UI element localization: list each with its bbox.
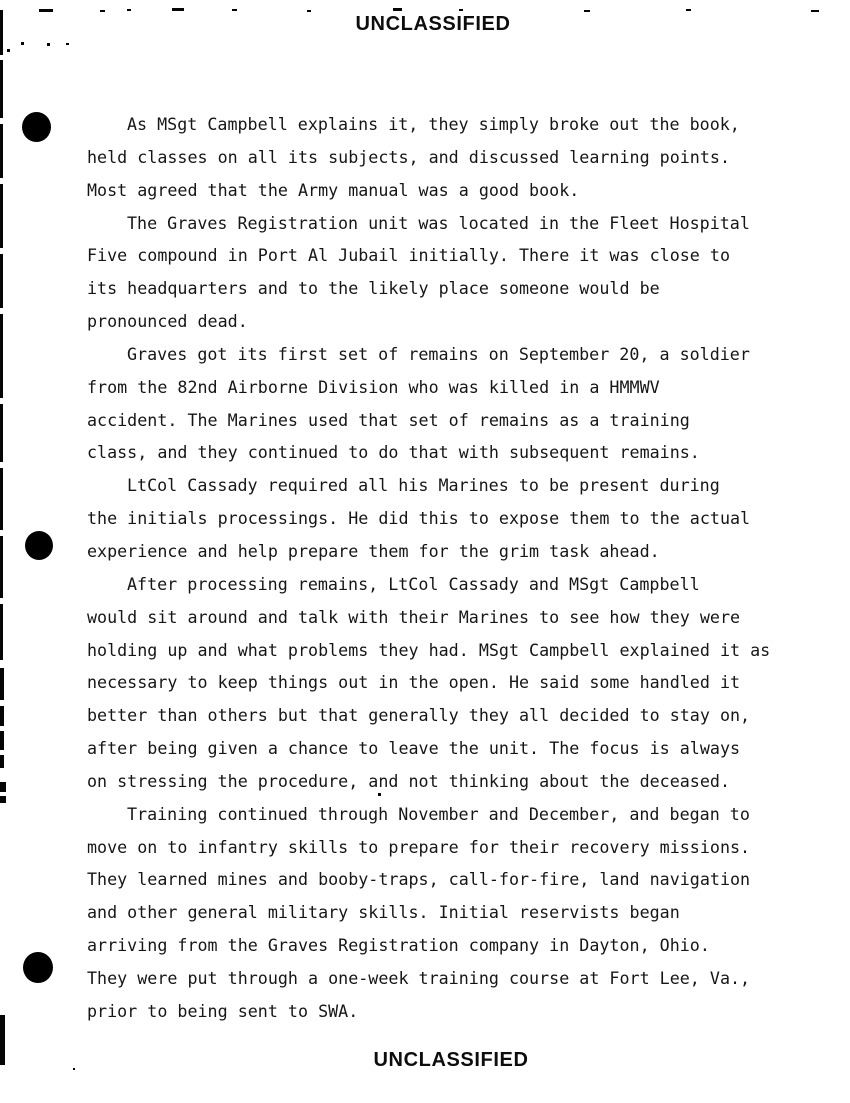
paragraph [87,338,770,469]
scan-speck [127,9,131,11]
text-line: after being given a chance to leave the unit. The focus is always [87,738,741,759]
scan-line-segment [0,60,3,118]
scan-line-segment [0,254,3,308]
scan-speck [47,43,50,46]
scan-line-segment [0,124,3,178]
text-line: necessary to keep things out in the open. He said some handled it [87,672,741,693]
text-line: class, and they continued to do that with subsequent remains. [87,442,700,463]
text-line: from the 82nd Airborne Division who was killed in a HMMWV [87,376,660,397]
hole-punch-icon [22,112,51,142]
paragraph [87,798,770,1028]
text-line: and other general military skills. Initial reservists began [87,902,680,923]
text-line: would sit around and talk with their Marines to see how they were [87,606,741,627]
hole-punch-icon [23,952,53,983]
hole-punch-icon [25,531,53,560]
text-line: As MSgt Campbell explains it, they simply broke out the book, [127,114,740,134]
scan-line-segment [0,782,6,792]
scan-line-segment [0,1015,5,1065]
classification-footer: UNCLASSIFIED [373,1049,529,1071]
scan-line-segment [0,314,3,398]
scan-line-segment [0,184,3,248]
scan-line-segment [0,604,3,660]
scan-speck [584,10,590,12]
scan-line-segment [0,755,4,768]
scan-speck [232,9,237,11]
text-line: Most agreed that the Army manual was a good book. [87,179,580,200]
text-line: They were put through a one-week training course at Fort Lee, Va., [87,967,751,988]
text-line: holding up and what problems they had. MSgt Campbell explained it as [87,639,771,660]
scan-line-segment [0,796,6,803]
text-line: They learned mines and booby-traps, call-for-fire, land navigation [87,869,751,890]
text-line: on stressing the procedure, and not thinking about the deceased. [87,770,730,791]
paragraph [87,469,770,568]
scan-speck [172,8,184,11]
text-line: accident. The Marines used that set of remains as a training [87,409,690,430]
text-line: prior to being sent to SWA. [87,1000,359,1021]
classification-header: UNCLASSIFIED [355,13,511,35]
scan-line-segment [0,404,3,462]
paragraph [87,207,770,338]
scan-speck [811,10,819,12]
text-line: held classes on all its subjects, and discussed learning points. [87,146,730,167]
text-line: The Graves Registration unit was located in the Fleet Hospital [127,212,750,233]
text-line: Five compound in Port Al Jubail initially. There it was close to [87,245,730,266]
scan-line-segment [0,706,4,726]
paragraph [87,108,770,207]
scan-line-segment [0,10,3,55]
scan-line-segment [0,731,4,750]
text-line: pronounced dead. [87,311,248,332]
scan-speck [7,49,10,52]
document-body [87,108,770,1028]
scan-line-segment [0,468,3,530]
scan-line-segment [0,536,3,598]
scan-line-segment [0,668,4,700]
text-line: the initials processings. He did this to expose them to the actual [87,508,751,529]
scan-speck [393,8,402,11]
paragraph [87,568,770,798]
scan-speck [21,42,24,45]
text-line: LtCol Cassady required all his Marines to be present during [127,475,720,496]
scan-speck [307,10,311,12]
text-line: arriving from the Graves Registration company in Dayton, Ohio. [87,935,710,956]
text-line: experience and help prepare them for the grim task ahead. [87,540,660,561]
text-line: move on to infantry skills to prepare for their recovery missions. [87,836,751,857]
scan-speck [39,9,53,12]
scan-speck [66,43,69,45]
text-line: better than others but that generally they all decided to stay on, [87,705,751,726]
text-line: Training continued through November and December, and began to [127,803,750,824]
scan-speck [686,9,691,11]
text-line: After processing remains, LtCol Cassady and MSgt Campbell [127,573,700,594]
scan-speck [459,9,463,11]
text-line: Graves got its first set of remains on September 20, a soldier [127,343,750,364]
text-line: its headquarters and to the likely place someone would be [87,278,660,299]
scan-speck [100,10,105,12]
